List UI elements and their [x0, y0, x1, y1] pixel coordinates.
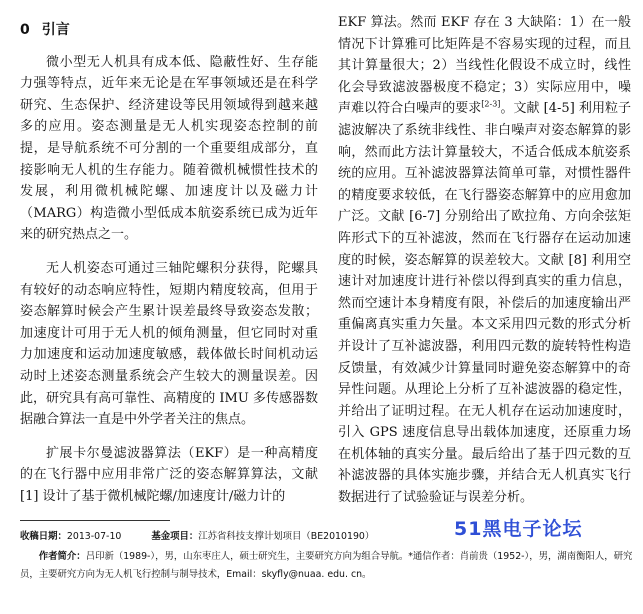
paragraph-intro-1: 微小型无人机具有成本低、隐蔽性好、生存能力强等特点，近年来无论是在军事领域还是在科学研究、生态保护、经济建设等民用领域得到越来越多的应用。姿态测量是无人机实现姿态控制的前提，是导航系统不可分割的一个重要组成部分，直接影响无人机的生存能力。随着微机械惯性技术的发展，利用微机械陀螺、加速度计以及磁力计（MARG）构造微小型低成本航姿系统已成为近年来的研究热点之一。	[20, 54, 318, 243]
paragraph-intro-2: 无人机姿态可通过三轴陀螺积分获得，陀螺具有较好的动态响应特性，短期内精度较高，但用于姿态解算时候会产生累计误差最终导致姿态发散；加速度计可用于无人机的倾角测量，但它同时对重力加速度和运动加速度敏感，载体做长时间机动运动时上述姿态测量系统会产生较大的测量误差。因此，研究具有高可靠性、高精度的 IMU 多传感器数据融合算法一直是中外学者关注的焦点。	[20, 260, 318, 428]
received-date: 2013-07-10	[66, 531, 122, 542]
left-column	[20, 12, 318, 507]
citation-ref: [2-3]	[481, 100, 501, 110]
section-title: 引言	[41, 22, 70, 38]
right-column	[338, 12, 631, 509]
author-text: 吕印新（1989-），男，山东枣庄人，硕士研究生，主要研究方向为组合导航。*通信作者：肖前贵（1952-），男，湖南衡阳人，研究员，主要研究方向为无人机飞行控制与制导技术，Email：skyfly@nuaa. edu. cn。	[20, 551, 633, 580]
fund-label: 基金项目：	[151, 531, 199, 542]
author-label: 作者简介：	[38, 551, 86, 562]
paragraph-intro-3: 扩展卡尔曼滤波器算法（EKF）是一种高精度的在飞行器中应用非常广泛的姿态解算算法，文献 [1] 设计了基于微机械陀螺/加速度计/磁力计的	[20, 445, 318, 504]
received-label: 收稿日期：	[20, 531, 67, 542]
footnote-author	[20, 548, 635, 584]
continuation-text-b: 。文献 [4-5] 利用粒子滤波解决了系统非线性、非白噪声对姿态解算的影响，然而此方法计算量较大，不适合低成本航姿系统的应用。互补滤波器算法简单可靠，对惯性器件的精度要求较低，在飞行器姿态解算中的应用愈加广泛。文献 [6-7] 分别给出了欧拉角、方向余弦矩阵形式下的互补滤波，然而在飞行器存在运动加速度的时候，姿态解算的误差较大。文献 [8] 利用空速计对加速度计进行补偿以得到真实的重力信息，然而空速计本身精度有限，补偿后的加速度输出严重偏离真实重力矢量。本文采用四元数的形式分析并设计了互补滤波器，利用四元数的旋转特性构造反馈量，有效减少计算量同时避免姿态解算中的奇异性问题。从理论上分析了互补滤波器的稳定性，并给出了证明过程。在无人机存在运动加速度时，引入 GPS 速度信息导出载体加速度，还原重力场在机体轴的真实分量。最后给出了基于四元数的互补滤波器的具体实施步骤，并结合无人机真实飞行数据进行了试验验证与误差分析。	[338, 101, 631, 506]
footnote-rule	[20, 520, 170, 521]
fund-value: 江苏省科技支撑计划项目（BE2010190）	[198, 531, 375, 542]
section-heading	[20, 20, 318, 42]
continuation-text-a: EKF 算法。然而 EKF 存在 3 大缺陷：1）在一般情况下计算雅可比矩阵是不容易实现的过程，而且其计算量很大；2）当线性化假设不成立时，线性化会导致滤波器极度不稳定；3）实际应用中，噪声难以符合白噪声的要求	[338, 15, 631, 117]
forum-watermark: 51黑电子论坛	[454, 518, 583, 540]
section-number: 0	[20, 22, 30, 38]
paragraph-continuation	[338, 12, 631, 509]
